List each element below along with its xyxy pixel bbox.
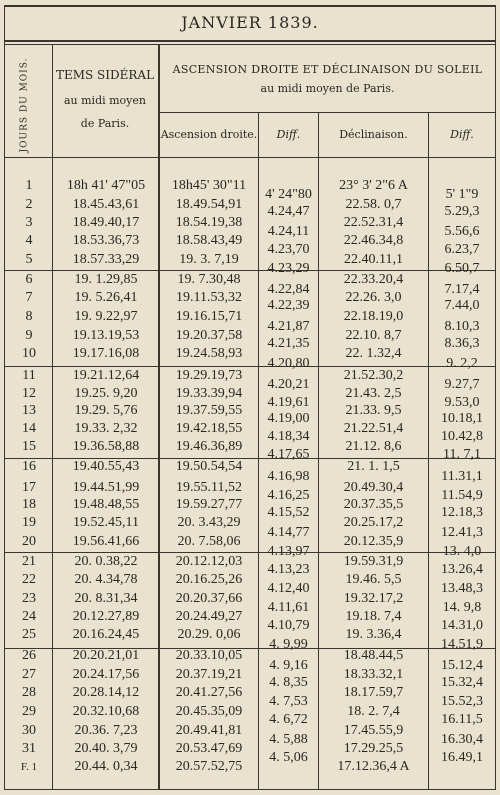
day-cell: 19 bbox=[22, 515, 36, 530]
asc-cell: 18h45' 30"11 bbox=[171, 178, 247, 193]
asc-diff-cell: 4.22,39 bbox=[267, 298, 310, 313]
asc-diff-cell: 4. 6,72 bbox=[269, 712, 308, 727]
decl-cell: 19.18. 7,4 bbox=[345, 609, 402, 624]
decl-cell: 18.33.32,1 bbox=[343, 667, 404, 682]
asc-cell: 19. 3. 7,19 bbox=[179, 252, 239, 267]
decl-diff-cell: 5.56,6 bbox=[444, 224, 480, 239]
asc-diff-cell: 4.13,23 bbox=[267, 562, 310, 577]
sidereal-cell: 19. 9.22,97 bbox=[74, 309, 138, 324]
asc-cell: 20.33.10,05 bbox=[175, 648, 243, 663]
sidereal-cell: 19.29. 5,76 bbox=[74, 403, 138, 418]
col-header-asc: Ascension droite. bbox=[160, 128, 258, 141]
asc-diff-cell: 4.21,87 bbox=[267, 319, 310, 334]
sidereal-cell: 20.16.24,45 bbox=[72, 627, 140, 642]
sidereal-cell: 19. 1.29,85 bbox=[74, 272, 138, 287]
sidereal-cell: 19.56.41,66 bbox=[72, 534, 140, 549]
asc-cell: 20.57.52,75 bbox=[175, 759, 243, 774]
sidereal-cell: 19.33. 2,32 bbox=[74, 421, 138, 436]
asc-diff-cell: 4. 9,16 bbox=[269, 658, 308, 673]
day-cell: 5 bbox=[25, 252, 33, 267]
asc-cell: 18.49.54,91 bbox=[175, 197, 243, 212]
day-cell: 2 bbox=[25, 197, 33, 212]
decl-cell: 22.52.31,4 bbox=[343, 215, 404, 230]
decl-diff-cell: 11. 7,1 bbox=[443, 447, 481, 462]
decl-diff-cell: 11.31,1 bbox=[441, 469, 483, 484]
asc-cell: 19.42.18,55 bbox=[175, 421, 243, 436]
decl-diff-cell: 14. 9,8 bbox=[442, 600, 482, 615]
asc-diff-cell: 4.16,98 bbox=[267, 469, 310, 484]
decl-cell: 21.43. 2,5 bbox=[345, 386, 402, 401]
decl-diff-cell: 13.48,3 bbox=[441, 581, 483, 596]
sidereal-cell: 19.48.48,55 bbox=[72, 497, 140, 512]
day-cell: 13 bbox=[22, 403, 36, 418]
day-cell: 23 bbox=[22, 591, 36, 606]
title-underline-thin bbox=[4, 44, 496, 45]
day-cell: 31 bbox=[22, 741, 36, 756]
asc-cell: 20. 3.43,29 bbox=[177, 515, 241, 530]
asc-diff-cell: 4.18,34 bbox=[267, 429, 310, 444]
decl-diff-cell: 16.30,4 bbox=[441, 732, 483, 747]
decl-diff-cell: 9.27,7 bbox=[444, 377, 480, 392]
day-cell: 26 bbox=[22, 648, 36, 663]
asc-decl-header-title: ASCENSION DROITE ET DÉCLINAISON DU SOLEIL bbox=[172, 63, 483, 76]
asc-cell: 20.12.12,03 bbox=[175, 554, 243, 569]
day-cell: 25 bbox=[22, 627, 36, 642]
asc-diff-cell: 4.24,11 bbox=[267, 224, 310, 239]
title-underline bbox=[4, 40, 496, 42]
asc-cell: 20.24.49,27 bbox=[175, 609, 243, 624]
asc-cell: 19.37.59,55 bbox=[175, 403, 243, 418]
decl-cell: 20.12.35,9 bbox=[343, 534, 404, 549]
asc-diff-cell: 4.19,61 bbox=[267, 395, 310, 410]
asc-diff-cell: 4. 7,53 bbox=[269, 694, 308, 709]
asc-diff-cell: 4.10,79 bbox=[267, 618, 310, 633]
decl-diff-cell: 16.11,5 bbox=[441, 712, 483, 727]
decl-cell: 21. 1. 1,5 bbox=[347, 459, 400, 474]
asc-diff-cell: 4.20,80 bbox=[267, 356, 310, 371]
day-cell: 7 bbox=[25, 290, 33, 305]
sidereal-cell: 19.40.55,43 bbox=[72, 459, 140, 474]
asc-cell: 19.33.39,94 bbox=[175, 386, 243, 401]
decl-diff-cell: 14.31,0 bbox=[441, 618, 483, 633]
day-cell: 6 bbox=[25, 272, 33, 287]
decl-diff-cell: 7.17,4 bbox=[444, 282, 480, 297]
asc-diff-cell: 4.17,65 bbox=[267, 447, 310, 462]
sidereal-cell: 20. 4.34,78 bbox=[74, 572, 138, 587]
days-header: JOURS DU MOIS. bbox=[19, 57, 30, 153]
page-title: JANVIER 1839. bbox=[181, 13, 319, 32]
decl-cell: 17.29.25,5 bbox=[343, 741, 404, 756]
day-cell: 1 bbox=[25, 178, 33, 193]
day-cell: 4 bbox=[25, 233, 33, 248]
asc-cell: 20.49.41,81 bbox=[175, 723, 243, 738]
day-cell: 28 bbox=[22, 685, 36, 700]
decl-cell: 19. 3.36,4 bbox=[345, 627, 402, 642]
day-cell: 27 bbox=[22, 667, 36, 682]
asc-cell: 20.41.27,56 bbox=[175, 685, 243, 700]
day-cell: 9 bbox=[25, 328, 33, 343]
decl-cell: 22.40.11,1 bbox=[344, 252, 403, 267]
decl-diff-cell: 15.32,4 bbox=[441, 675, 483, 690]
asc-diff-cell: 4. 9,99 bbox=[269, 637, 308, 652]
asc-diff-cell: 4. 5,88 bbox=[269, 732, 308, 747]
day-cell: 14 bbox=[22, 421, 36, 436]
asc-cell: 19.46.36,89 bbox=[175, 439, 243, 454]
sidereal-cell: 19.52.45,11 bbox=[73, 515, 139, 530]
sidereal-cell: 19.17.16,08 bbox=[72, 346, 140, 361]
asc-cell: 20. 7.58,06 bbox=[177, 534, 241, 549]
header-bottom-rule bbox=[4, 157, 496, 158]
decl-cell: 19.46. 5,5 bbox=[345, 572, 402, 587]
decl-diff-cell: 15.12,4 bbox=[441, 658, 483, 673]
decl-cell: 19.59.31,9 bbox=[343, 554, 404, 569]
group-rule bbox=[4, 552, 496, 553]
asc-diff-cell: 4.19,00 bbox=[267, 411, 310, 426]
decl-diff-cell: 13.26,4 bbox=[441, 562, 483, 577]
decl-cell: 21.22.51,4 bbox=[343, 421, 404, 436]
decl-diff-cell: 10.18,1 bbox=[441, 411, 483, 426]
day-cell: 24 bbox=[22, 609, 36, 624]
asc-cell: 19.29.19,73 bbox=[175, 368, 243, 383]
decl-cell: 21.12. 8,6 bbox=[345, 439, 402, 454]
asc-cell: 19.24.58,93 bbox=[175, 346, 243, 361]
col-header-diff2: Diff. bbox=[450, 128, 474, 141]
decl-diff-cell: 14.51,9 bbox=[441, 637, 483, 652]
subheader-rule bbox=[158, 112, 496, 113]
asc-diff-cell: 4.14,77 bbox=[267, 525, 310, 540]
day-cell: 18 bbox=[22, 497, 36, 512]
sidereal-header-title: TEMS SIDÉRAL bbox=[55, 68, 155, 82]
decl-cell: 18.17.59,7 bbox=[343, 685, 404, 700]
decl-cell: 22.18.19,0 bbox=[343, 309, 404, 324]
decl-diff-cell: 13. 4,0 bbox=[442, 544, 482, 559]
bottom-border bbox=[4, 789, 496, 790]
asc-diff-cell: 4.24,47 bbox=[267, 204, 310, 219]
day-cell: 15 bbox=[22, 439, 36, 454]
asc-diff-cell: 4. 8,35 bbox=[269, 675, 308, 690]
asc-cell: 20.53.47,69 bbox=[175, 741, 243, 756]
decl-diff-cell: 8.10,3 bbox=[444, 319, 480, 334]
sidereal-cell: 20.20.21,01 bbox=[72, 648, 140, 663]
asc-cell: 19.59.27,77 bbox=[175, 497, 243, 512]
asc-diff-cell: 4.20,21 bbox=[267, 377, 310, 392]
group-rule bbox=[4, 270, 496, 271]
asc-cell: 19.11.53,32 bbox=[176, 290, 242, 305]
top-border bbox=[4, 5, 496, 7]
col-header-decl: Déclinaison. bbox=[339, 128, 408, 141]
sidereal-cell: 20.44. 0,34 bbox=[74, 759, 138, 774]
asc-diff-cell: 4.16,25 bbox=[267, 488, 310, 503]
asc-cell: 20.45.35,09 bbox=[175, 704, 243, 719]
asc-cell: 19. 7.30,48 bbox=[177, 272, 241, 287]
asc-diff-cell: 4.11,61 bbox=[267, 600, 310, 615]
sidereal-cell: 18.49.40,17 bbox=[72, 215, 140, 230]
decl-diff-cell: 8.36,3 bbox=[444, 336, 480, 351]
day-cell: 30 bbox=[22, 723, 36, 738]
sidereal-cell: 20.12.27,89 bbox=[72, 609, 140, 624]
decl-diff-cell: 6.23,7 bbox=[444, 242, 480, 257]
day-cell: 12 bbox=[22, 386, 36, 401]
decl-cell: 17.12.36,4 A bbox=[337, 759, 410, 774]
sidereal-header-sub1: au midi moyen bbox=[63, 94, 146, 107]
col-header-diff1: Diff. bbox=[276, 128, 301, 141]
sidereal-cell: 20.24.17,56 bbox=[72, 667, 140, 682]
day-cell: 10 bbox=[22, 346, 36, 361]
decl-diff-cell: 6.50,7 bbox=[444, 261, 480, 276]
decl-diff-cell: 16.49,1 bbox=[441, 750, 483, 765]
decl-diff-cell: 9. 2,2 bbox=[446, 356, 478, 371]
sidereal-cell: 20.40. 3,79 bbox=[74, 741, 138, 756]
sidereal-cell: 19.13.19,53 bbox=[72, 328, 140, 343]
day-cell: 22 bbox=[22, 572, 36, 587]
sidereal-cell: 20. 8.31,34 bbox=[74, 591, 138, 606]
decl-cell: 22. 1.32,4 bbox=[345, 346, 402, 361]
asc-cell: 20.20.37,66 bbox=[175, 591, 243, 606]
decl-diff-cell: 10.42,8 bbox=[441, 429, 483, 444]
sidereal-cell: 19.21.12,64 bbox=[72, 368, 140, 383]
asc-cell: 19.50.54,54 bbox=[175, 459, 243, 474]
decl-cell: 19.32.17,2 bbox=[343, 591, 404, 606]
sidereal-cell: 18h 41' 47"05 bbox=[66, 178, 146, 193]
sidereal-cell: 19.36.58,88 bbox=[72, 439, 140, 454]
decl-cell: 23° 3' 2"6 A bbox=[339, 178, 408, 193]
day-cell: 29 bbox=[22, 704, 36, 719]
asc-diff-cell: 4.23,29 bbox=[267, 261, 310, 276]
decl-diff-cell: 9.53,0 bbox=[444, 395, 480, 410]
asc-diff-cell: 4.15,52 bbox=[267, 505, 310, 520]
decl-cell: 18.48.44,5 bbox=[343, 648, 404, 663]
decl-cell: 20.25.17,2 bbox=[343, 515, 404, 530]
vline-right bbox=[495, 5, 496, 790]
group-rule bbox=[4, 366, 496, 367]
asc-cell: 19.20.37,58 bbox=[175, 328, 243, 343]
asc-cell: 20.16.25,26 bbox=[175, 572, 243, 587]
decl-cell: 21.52.30,2 bbox=[343, 368, 404, 383]
sidereal-cell: 20. 0.38,22 bbox=[74, 554, 138, 569]
asc-diff-cell: 4.13,97 bbox=[267, 544, 310, 559]
day-cell: 17 bbox=[22, 480, 36, 495]
day-cell: F. 1 bbox=[20, 761, 38, 773]
decl-diff-cell: 5' 1"9 bbox=[445, 187, 479, 202]
asc-cell: 19.16.15,71 bbox=[175, 309, 243, 324]
asc-diff-cell: 4' 24"80 bbox=[265, 187, 312, 202]
decl-cell: 22.10. 8,7 bbox=[345, 328, 402, 343]
decl-cell: 22.33.20,4 bbox=[343, 272, 404, 287]
decl-cell: 22.26. 3,0 bbox=[345, 290, 402, 305]
asc-decl-header-sub: au midi moyen de Paris. bbox=[260, 82, 395, 95]
decl-diff-cell: 12.41,3 bbox=[441, 525, 483, 540]
decl-cell: 22.46.34,8 bbox=[343, 233, 404, 248]
decl-cell: 20.37.35,5 bbox=[343, 497, 404, 512]
sidereal-cell: 20.32.10,68 bbox=[72, 704, 140, 719]
asc-cell: 18.54.19,38 bbox=[175, 215, 243, 230]
sidereal-header-sub2: de Paris. bbox=[80, 117, 130, 130]
asc-diff-cell: 4.21,35 bbox=[267, 336, 310, 351]
day-cell: 20 bbox=[22, 534, 36, 549]
asc-cell: 20.29. 0,06 bbox=[177, 627, 241, 642]
day-cell: 11 bbox=[22, 368, 36, 383]
day-cell: 16 bbox=[22, 459, 36, 474]
day-cell: 8 bbox=[25, 309, 33, 324]
decl-cell: 21.33. 9,5 bbox=[345, 403, 402, 418]
asc-cell: 19.55.11,52 bbox=[176, 480, 242, 495]
asc-diff-cell: 4.12,40 bbox=[267, 581, 310, 596]
asc-diff-cell: 4. 5,06 bbox=[269, 750, 308, 765]
decl-cell: 18. 2. 7,4 bbox=[347, 704, 400, 719]
asc-cell: 18.58.43,49 bbox=[175, 233, 243, 248]
decl-cell: 17.45.55,9 bbox=[343, 723, 404, 738]
sidereal-cell: 19.25. 9,20 bbox=[74, 386, 138, 401]
decl-diff-cell: 12.18,3 bbox=[441, 505, 483, 520]
sidereal-cell: 18.57.33,29 bbox=[72, 252, 140, 267]
day-cell: 21 bbox=[22, 554, 36, 569]
sidereal-cell: 20.28.14,12 bbox=[72, 685, 140, 700]
sidereal-cell: 18.53.36,73 bbox=[72, 233, 140, 248]
decl-cell: 20.49.30,4 bbox=[343, 480, 404, 495]
sidereal-cell: 19.44.51,99 bbox=[72, 480, 140, 495]
decl-cell: 22.58. 0,7 bbox=[345, 197, 402, 212]
asc-diff-cell: 4.23,70 bbox=[267, 242, 310, 257]
sidereal-cell: 20.36. 7,23 bbox=[74, 723, 138, 738]
decl-diff-cell: 5.29,3 bbox=[444, 204, 480, 219]
sidereal-cell: 18.45.43,61 bbox=[72, 197, 140, 212]
day-cell: 3 bbox=[25, 215, 33, 230]
decl-diff-cell: 11.54,9 bbox=[441, 488, 483, 503]
decl-diff-cell: 15.52,3 bbox=[441, 694, 483, 709]
decl-diff-cell: 7.44,0 bbox=[444, 298, 480, 313]
sidereal-cell: 19. 5.26,41 bbox=[74, 290, 138, 305]
asc-cell: 20.37.19,21 bbox=[175, 667, 243, 682]
vline-days bbox=[52, 45, 53, 790]
asc-diff-cell: 4.22,84 bbox=[267, 282, 310, 297]
